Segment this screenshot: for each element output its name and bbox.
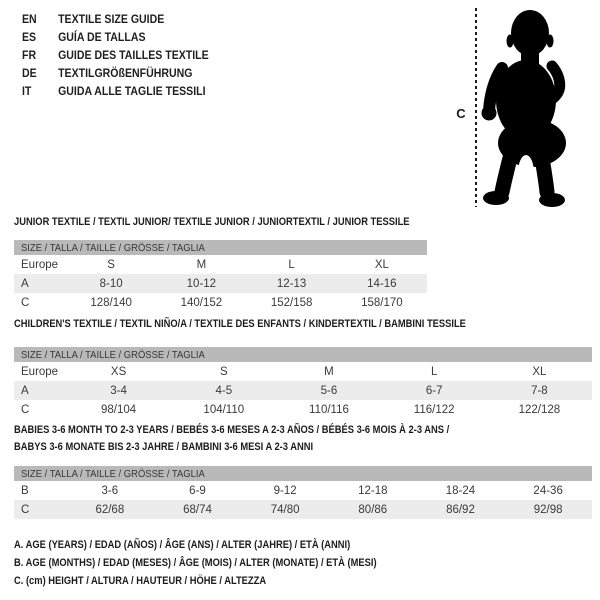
size-value-cell: 5-6: [320, 384, 338, 397]
guide-title: GUIDA ALLE TAGLIE TESSILI: [58, 84, 206, 98]
size-value-cell: 12-13: [276, 277, 307, 290]
row-label: C: [21, 503, 30, 516]
height-dashed-line: [475, 8, 477, 207]
size-value-cell: 80/86: [358, 503, 388, 516]
size-value-cell: L: [288, 258, 295, 271]
size-value-cell: 128/140: [90, 296, 132, 309]
size-value-cell: 158/170: [361, 296, 403, 309]
size-header-text: SIZE / TALLA / TAILLE / GRÖSSE / TAGLIA: [21, 467, 205, 480]
size-value-cell: L: [430, 365, 438, 378]
size-value-cell: M: [196, 258, 207, 271]
size-value-cell: 140/152: [180, 296, 223, 309]
size-value-cell: 8-10: [99, 277, 123, 290]
row-label: B: [21, 484, 29, 497]
size-value-cell: 6-9: [189, 484, 206, 497]
language-row: [22, 28, 209, 46]
section-babies: [14, 422, 592, 519]
size-value-cell: S: [107, 258, 115, 271]
row-label: C: [21, 403, 30, 416]
size-value-cell: 152/158: [270, 296, 313, 309]
size-value-cell: 92/98: [533, 503, 563, 516]
language-row: [22, 82, 209, 100]
size-header-row: [14, 347, 592, 362]
size-value-cell: XL: [374, 258, 389, 271]
size-value-cell: 6-7: [425, 384, 443, 397]
table-row: [14, 381, 592, 400]
size-value-cell: M: [324, 365, 334, 378]
size-value-cell: 68/74: [183, 503, 212, 516]
section-junior: [14, 214, 479, 312]
section-title-line: CHILDREN'S TEXTILE / TEXTIL NIÑO/A / TEXTILE DES ENFANTS / KINDERTEXTIL / BAMBINI TESSILE: [14, 318, 466, 330]
row-label: A: [21, 277, 29, 290]
size-value-cell: XS: [110, 365, 127, 378]
size-value-cell: 7-8: [531, 384, 548, 397]
size-value-cell: 14-16: [367, 277, 397, 290]
footnote-line: B. AGE (MONTHS) / EDAD (MESES) / ÂGE (MOIS) / ALTER (MONATE) / ETÀ (MESI): [14, 557, 377, 569]
size-value-cell: 18-24: [445, 484, 476, 497]
size-value-cell: 122/128: [518, 403, 561, 416]
size-value-cell: 74/80: [270, 503, 300, 516]
size-value-cell: S: [219, 365, 228, 378]
footnote-line: A. AGE (YEARS) / EDAD (AÑOS) / ÂGE (ANS) / ALTER (JAHRE) / ETÀ (ANNI): [14, 539, 351, 551]
size-header-cell: [14, 466, 592, 481]
language-row: [22, 64, 209, 82]
size-value-cell: 116/122: [413, 403, 455, 416]
section-title-line: JUNIOR TEXTILE / TEXTIL JUNIOR/ TEXTILE JUNIOR / JUNIORTEXTIL / JUNIOR TESSILE: [14, 216, 410, 228]
language-code: ES: [22, 30, 37, 44]
section-title-line: BABIES 3-6 MONTH TO 2-3 YEARS / BEBÉS 3-6 MESES A 2-3 AÑOS / BÉBÉS 3-6 MOIS À 2-3 ANS /: [14, 424, 450, 436]
language-code: EN: [22, 12, 37, 26]
size-value-cell: 110/116: [309, 403, 349, 416]
guide-title: TEXTILE SIZE GUIDE: [58, 12, 165, 26]
babies-size-table: [14, 466, 592, 519]
size-value-cell: XL: [532, 365, 547, 378]
size-value-cell: 4-5: [215, 384, 233, 397]
children-size-table: [14, 347, 592, 419]
footnotes: [14, 536, 377, 590]
table-row: [14, 400, 592, 419]
size-value-cell: 98/104: [101, 403, 137, 416]
size-value-cell: 3-6: [101, 484, 119, 497]
row-label: C: [21, 296, 30, 309]
size-value-cell: 10-12: [186, 277, 217, 290]
row-label: Europe: [21, 258, 59, 271]
language-row: [22, 46, 209, 64]
row-label: A: [21, 384, 29, 397]
row-label: Europe: [21, 365, 59, 378]
size-value-cell: 104/110: [203, 403, 245, 416]
size-value-cell: 62/68: [95, 503, 125, 516]
table-row: [14, 293, 427, 312]
language-code: FR: [22, 48, 37, 62]
size-header-cell: [14, 240, 427, 255]
guide-title: TEXTILGRÖßENFÜHRUNG: [58, 66, 193, 80]
height-marker-label: C: [456, 106, 466, 121]
section-title-babies: [14, 422, 505, 456]
table-row: [14, 255, 427, 274]
size-header-text: SIZE / TALLA / TAILLE / GRÖSSE / TAGLIA: [21, 348, 205, 361]
language-row: [22, 10, 209, 28]
size-value-cell: 3-4: [110, 384, 127, 397]
section-children: [14, 316, 592, 419]
junior-size-table: [14, 240, 427, 312]
language-title-list: [22, 10, 209, 100]
table-row: [14, 362, 592, 381]
table-row: [14, 481, 592, 500]
baby-silhouette: [480, 8, 576, 208]
size-value-cell: 9-12: [273, 484, 297, 497]
size-value-cell: 12-18: [358, 484, 388, 497]
language-code: IT: [22, 84, 32, 98]
guide-title: GUÍA DE TALLAS: [58, 30, 146, 44]
size-header-cell: [14, 347, 592, 362]
size-header-row: [14, 240, 427, 255]
table-row: [14, 500, 592, 519]
size-header-text: SIZE / TALLA / TAILLE / GRÖSSE / TAGLIA: [21, 241, 205, 254]
section-title-junior: [14, 214, 410, 231]
footnote-line: C. (cm) HEIGHT / ALTURA / HAUTEUR / HÖHE / ALTEZZA: [14, 575, 267, 587]
table-row: [14, 274, 427, 293]
section-title-children: [14, 316, 505, 333]
size-value-cell: 24-36: [533, 484, 563, 497]
section-title-line: BABYS 3-6 MONATE BIS 2-3 JAHRE / BAMBINI 3-6 MESI A 2-3 ANNI: [14, 441, 314, 453]
guide-title: GUIDE DES TAILLES TEXTILE: [58, 48, 209, 62]
size-header-row: [14, 466, 592, 481]
size-value-cell: 86/92: [446, 503, 475, 516]
language-code: DE: [22, 66, 37, 80]
